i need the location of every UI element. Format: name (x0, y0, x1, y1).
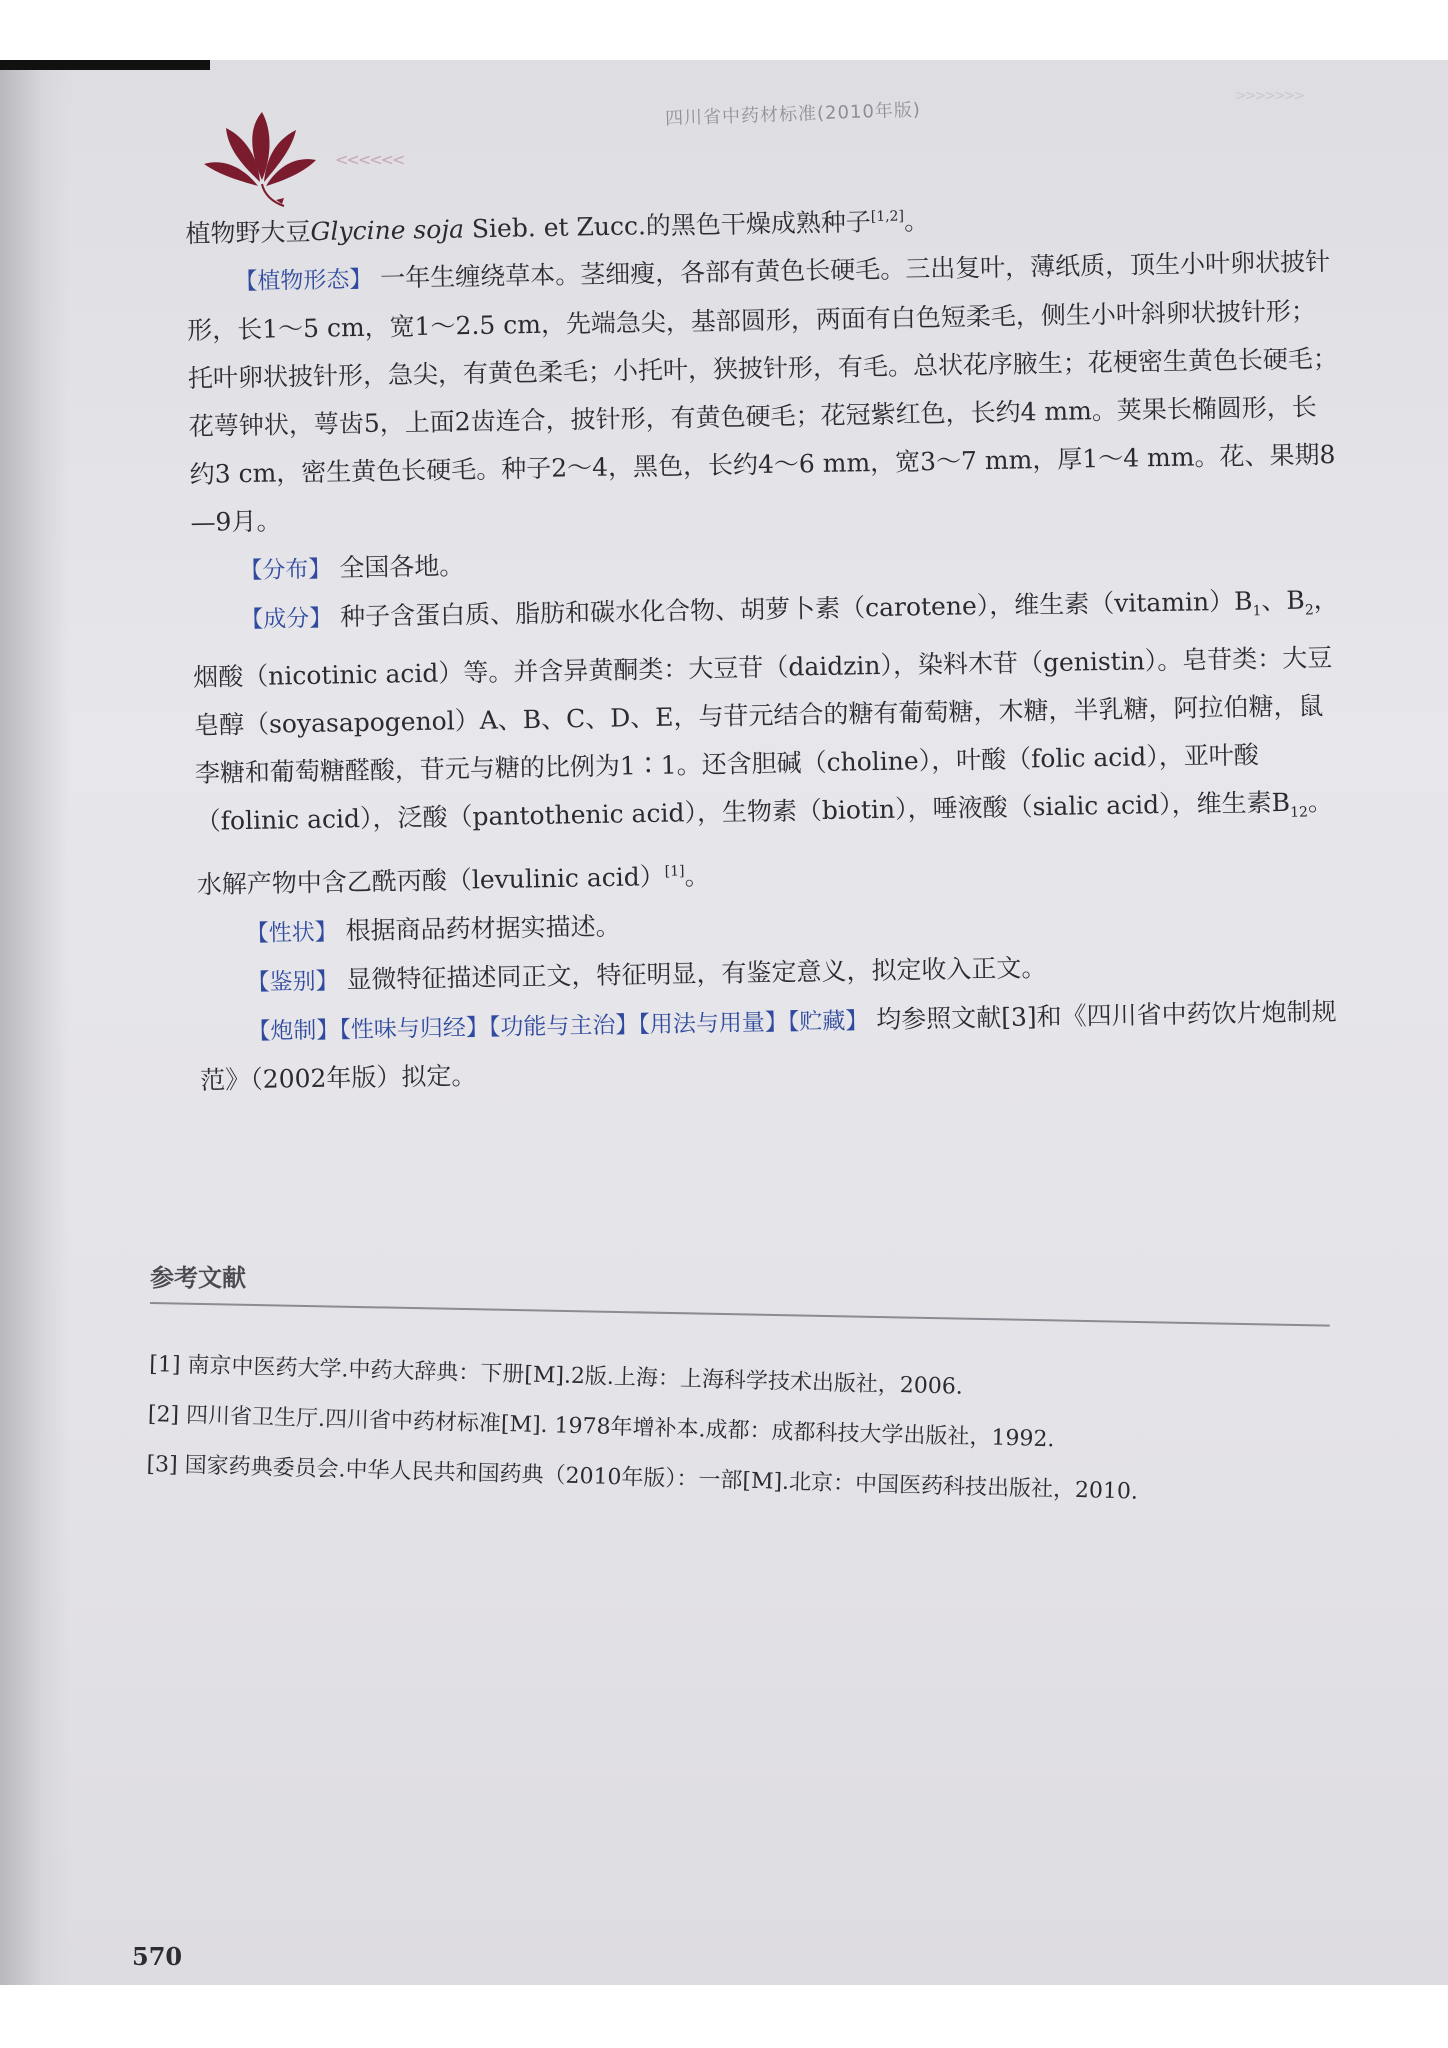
running-header-title: 四川省中药材标准(2010年版) (664, 99, 922, 130)
main-text (185, 185, 1351, 1105)
reference-item: [3] 国家药典委员会.中华人民共和国药典（2010年版）：一部[M].北京：中国医药科技出版社，2010. (146, 1451, 1139, 1505)
citation-ref: [1] (664, 863, 685, 881)
section-tag-identification: 【鉴别】 (246, 968, 339, 996)
composition-paragraph: 【成分】 种子含蛋白质、脂肪和碳水化合物、胡萝卜素（carotene），维生素$(vitamin)B_1$、$B_2$，烟酸（nicotinic acid）等。并含异黄酮类：大豆苷（daidzin），染料木苷（genistin）。皂苷类：大豆皂醇（soyasapogenol）A、B、C、D、E，与苷元结合的糖有葡萄糖，木糖，半乳糖，阿拉伯糖，鼠李糖和葡萄糖醛酸，苷元与糖的比例为1∶1。还含胆碱（choline），叶酸（folic acid），亚叶酸（folinic acid），泛酸（pantothenic acid），生物素（biotin），唾液酸（sialic acid），维生素$B_{12}$。水解产物中含乙酰丙酸（levulinic acid）[1]。 (192, 585, 1339, 900)
reference-item: [1] 南京中医药大学.中药大辞典：下册[M].2版.上海：上海科学技术出版社，2006. (148, 1351, 964, 1400)
references-heading: 参考文献 (150, 1264, 246, 1292)
section-tag-processing: 【炮制】【性味与归经】【功能与主治】【用法与用量】【贮藏】 (247, 1007, 869, 1045)
distribution-paragraph: 【分布】 全国各地。 (239, 551, 465, 585)
header-chevron-decoration-left: <<<<<< (335, 150, 404, 169)
section-tag-distribution: 【分布】 (239, 556, 332, 585)
page-corner-shadow (0, 60, 210, 70)
identification-paragraph: 【鉴别】 显微特征描述同正文，特征明显，有鉴定意义，拟定收入正文。 (246, 952, 1047, 996)
properties-paragraph: 【性状】 根据商品药材据实描述。 (245, 911, 621, 947)
source-paragraph: 植物野大豆Glycine soja Sieb. et Zucc.的黑色干燥成熟种子[1,2]。 (185, 206, 930, 249)
page-gutter-shadow (0, 60, 70, 1985)
red-leaf-icon (200, 108, 320, 213)
morphology-paragraph: 【植物形态】 一年生缠绕草本。茎细瘦，各部有黄色长硬毛。三出复叶，薄纸质，顶生小叶卵状披针形，长1～5 cm，宽1～2.5 cm，先端急尖，基部圆形，两面有白色短柔毛，侧生小叶斜卵状披针形；托叶卵状披针形，急尖，有黄色柔毛；小托叶，狭披针形，有毛。总状花序腋生；花梗密生黄色长硬毛；花萼钟状，萼齿5，上面2齿连合，披针形，有黄色硬毛；花冠紫红色，长约4 mm。荚果长椭圆形，长约3 cm，密生黄色长硬毛。种子2～4，黑色，长约4～6 mm，宽3～7 mm，厚1～4 mm。花、果期8—9月。 (186, 247, 1339, 538)
header-chevron-decoration-right: >>>>>>> (1235, 88, 1304, 104)
citation-ref: [1,2] (870, 208, 905, 226)
reference-item: [2] 四川省卫生厅.四川省中药材标准[M]. 1978年增补本.成都：成都科技大学出版社，1992. (147, 1401, 1055, 1453)
processing-paragraph: 【炮制】【性味与归经】【功能与主治】【用法与用量】【贮藏】 均参照文献[3]和《四川省中药饮片炮制规范》（2002年版）拟定。 (200, 996, 1337, 1095)
section-tag-properties: 【性状】 (245, 919, 338, 947)
section-tag-morphology: 【植物形态】 (234, 267, 373, 296)
page-number: 570 (132, 1942, 183, 1971)
section-tag-composition: 【成分】 (240, 605, 333, 634)
latin-name: Glycine soja (310, 214, 465, 247)
